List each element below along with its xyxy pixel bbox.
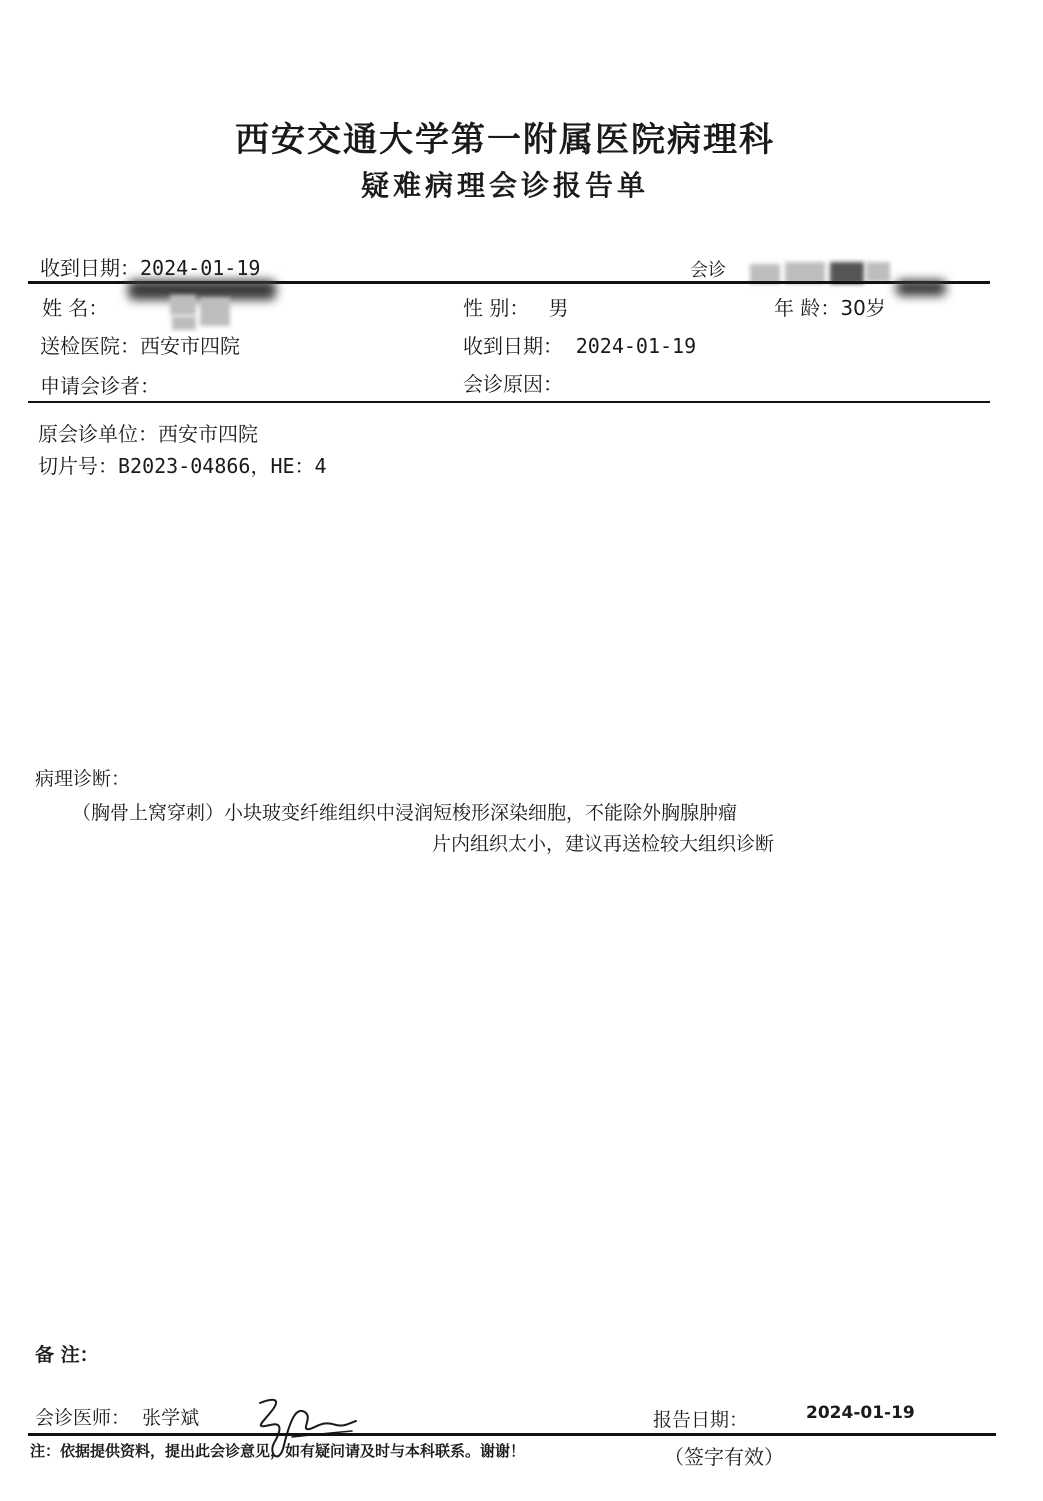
received-label: 收到日期： (463, 334, 563, 358)
hospital-field (40, 330, 240, 359)
remarks-label: 备 注： (35, 1344, 99, 1366)
hospital-value: 西安市四院 (140, 334, 240, 358)
diagnosis-line-2: 片内组织太小，建议再送检较大组织诊断 (432, 833, 775, 855)
signature-valid: （签字有效） (664, 1445, 784, 1469)
slide-value: B2023-04866，HE：4 (118, 454, 327, 478)
doctor-signature (240, 1385, 370, 1475)
original-unit-label: 原会诊单位： (38, 422, 158, 446)
age-label: 年 龄： (774, 296, 841, 320)
original-unit-field (38, 418, 258, 447)
footer-rule (28, 1433, 996, 1436)
age-redaction (896, 280, 946, 296)
report-date-label: 报告日期： (653, 1409, 749, 1431)
redaction-pixel (170, 295, 196, 315)
redaction-pixel (200, 298, 230, 326)
received-value: 2024-01-19 (575, 334, 697, 358)
hospital-label: 送检医院： (40, 334, 140, 358)
sex-label: 性 别： (463, 296, 530, 320)
age-value: 30岁 (840, 296, 886, 320)
patient-rule (28, 401, 990, 403)
doctor-field (35, 1403, 199, 1430)
redaction-pixel (172, 316, 196, 330)
diagnosis-line-1: （胸骨上窝穿刺）小块玻变纤维组织中浸润短梭形深染细胞，不能除外胸腺肿瘤 (72, 802, 738, 824)
footer-note: 注：依据提供资料，提出此会诊意见，如有疑问请及时与本科联系。谢谢！ (30, 1442, 526, 1460)
received-value-top: 2024-01-19 (140, 256, 261, 280)
received-label-top: 收到日期： (40, 256, 140, 280)
hospital-title: 西安交通大学第一附属医院病理科 (235, 120, 775, 160)
name-label: 姓 名： (42, 296, 109, 320)
sex-value: 男 (548, 296, 569, 320)
report-date-value: 2024-01-19 (806, 1403, 915, 1423)
report-title: 疑难病理会诊报告单 (360, 169, 649, 202)
received-field (463, 330, 696, 359)
sex-field (463, 292, 568, 321)
reason-label: 会诊原因： (463, 372, 563, 396)
name-redaction (128, 280, 276, 300)
consult-label: 会诊 (690, 260, 726, 281)
diagnosis-label: 病理诊断： (35, 768, 131, 790)
received-date-top (40, 252, 260, 281)
redaction-pixel (866, 262, 890, 282)
original-unit-value: 西安市四院 (158, 422, 258, 446)
slide-label: 切片号： (38, 454, 118, 478)
doctor-name: 张学斌 (142, 1407, 200, 1429)
slide-field (38, 450, 327, 479)
age-field (774, 292, 886, 321)
doctor-label: 会诊医师： (35, 1407, 131, 1429)
requester-label: 申请会诊者： (40, 374, 160, 398)
